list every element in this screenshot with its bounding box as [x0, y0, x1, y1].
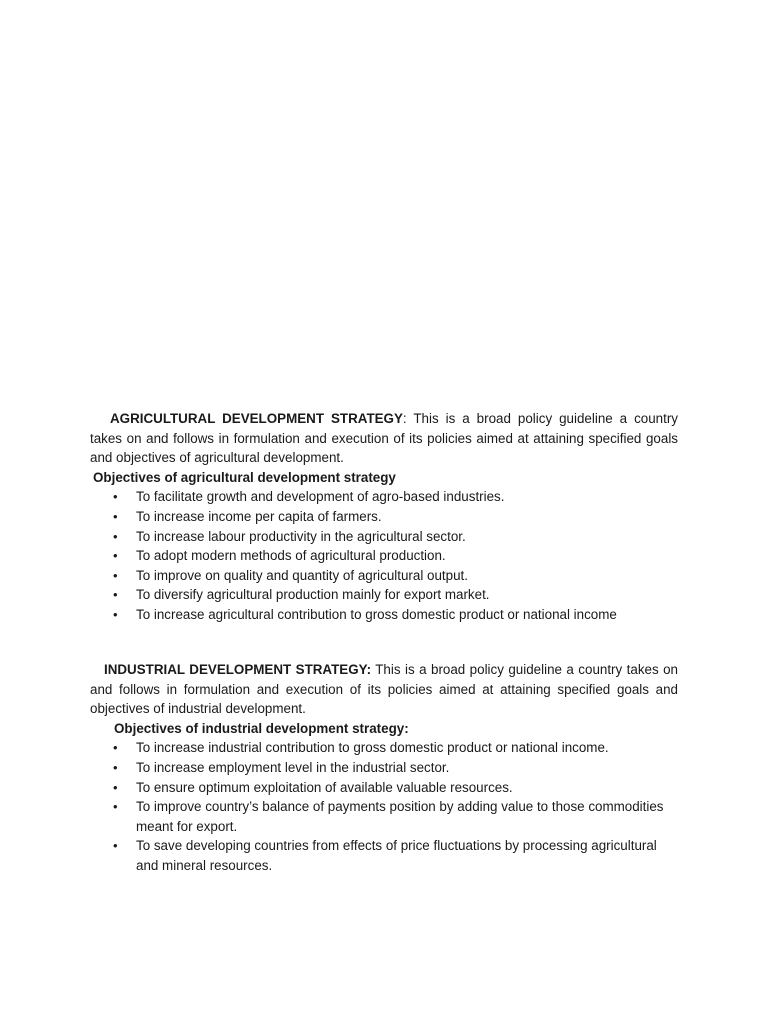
list-item [90, 546, 678, 566]
industrial-objectives-list [90, 738, 678, 875]
list-item [90, 605, 678, 625]
list-item-text: To save developing countries from effects of price fluctuations by processing agricultural and mineral resources. [136, 838, 657, 873]
bullet-icon: • [113, 779, 118, 795]
list-item-text: To increase employment level in the industrial sector. [136, 759, 450, 775]
list-item [90, 585, 678, 605]
agricultural-paragraph [90, 409, 678, 468]
bullet-icon: • [113, 508, 118, 524]
agricultural-objectives-title: Objectives of agricultural development strategy [93, 469, 396, 485]
bullet-icon: • [113, 587, 118, 603]
agricultural-objectives-list [90, 487, 678, 624]
industrial-body: This is a broad policy guideline a country takes on and follows in formulation and execution of its policies aimed at attaining specified goals and objectives of industrial development. [90, 662, 678, 717]
list-item-text: To improve on quality and quantity of agricultural output. [136, 567, 468, 583]
list-item-text: To increase agricultural contribution to gross domestic product or national income [136, 606, 617, 622]
bullet-icon: • [113, 606, 118, 622]
agricultural-heading: AGRICULTURAL DEVELOPMENT STRATEGY [110, 411, 403, 426]
bullet-icon: • [113, 799, 118, 815]
list-item [90, 797, 678, 836]
list-item-text: To ensure optimum exploitation of available valuable resources. [136, 779, 513, 795]
list-item-text: To increase income per capita of farmers. [136, 508, 382, 524]
bullet-icon: • [113, 528, 118, 544]
list-item-text: To increase industrial contribution to gross domestic product or national income. [136, 740, 609, 756]
bullet-icon: • [113, 567, 118, 583]
list-item [90, 566, 678, 586]
bullet-icon: • [113, 489, 118, 505]
list-item-text: To adopt modern methods of agricultural production. [136, 548, 446, 564]
list-item [90, 738, 678, 758]
list-item [90, 836, 678, 875]
list-item [90, 487, 678, 507]
industrial-section [90, 660, 678, 876]
industrial-objectives-title: Objectives of industrial development strategy: [114, 720, 409, 736]
list-item-text: To increase labour productivity in the agricultural sector. [136, 528, 466, 544]
bullet-icon: • [113, 759, 118, 775]
bullet-icon: • [113, 548, 118, 564]
list-item [90, 507, 678, 527]
industrial-paragraph [90, 660, 678, 719]
list-item [90, 758, 678, 778]
list-item-text: To facilitate growth and development of agro-based industries. [136, 489, 505, 505]
industrial-heading: INDUSTRIAL DEVELOPMENT STRATEGY: [104, 662, 372, 677]
list-item-text: To improve country’s balance of payments position by adding value to those commodities meant for export. [136, 799, 664, 834]
bullet-icon: • [113, 740, 118, 756]
agricultural-section [90, 409, 678, 625]
bullet-icon: • [113, 838, 118, 854]
agricultural-body: : This is a broad policy guideline a country takes on and follows in formulation and execution of its policies aimed at attaining specified goals and objectives of agricultural development. [90, 411, 679, 466]
list-item [90, 527, 678, 547]
list-item [90, 778, 678, 798]
list-item-text: To diversify agricultural production mainly for export market. [136, 587, 490, 603]
